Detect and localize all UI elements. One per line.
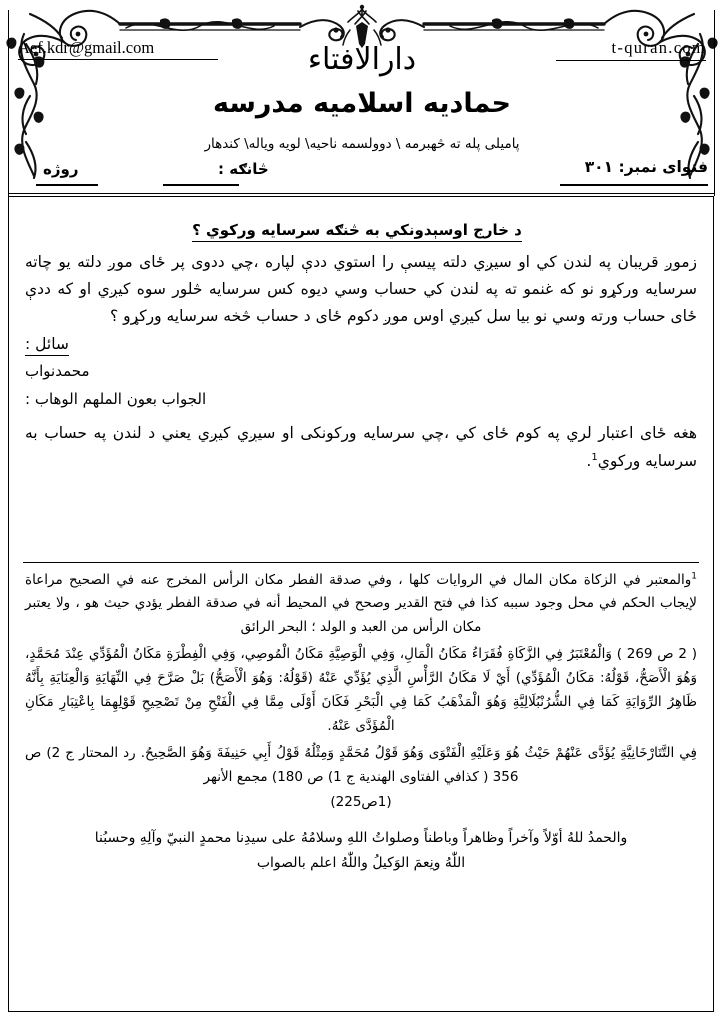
- footnote-source-1: رد المحتار ج 2) ص 356: [25, 744, 519, 785]
- footnote-reference: 1: [591, 452, 598, 464]
- document-meta-row: [8, 158, 714, 192]
- question-text: زموږ قريبان په لندن کي او سيږي دلته پيسې را استوي ددې لپاره ،چي ددوى پر ځاى موږ دلته يو چاته سرسايه ورکړو نو که غنمو ته په لندن کي حساب وسي ديوه کس سرسايه څلور سوه کيږي او که ددې ځاى حساب ورته وسي نو بيا سل کيږي اوس موږ دکوم ځاى د حساب څخه سرسايه ورکړو ؟: [25, 253, 697, 326]
- footnote-separator: [23, 562, 699, 563]
- answer-text-main: هغه ځاى اعتبار لري په کوم ځاى کي ،چي سرسايه ورکونکى او سيږي کيږي يعني د لندن په حساب به سرسايه ورکوي: [25, 424, 697, 471]
- footnote-paragraph-2-text: وَالْمُعْتَبَرُ فِي الزَّكَاةِ فُقَرَاءُ مَكَانُ الْمَالِ، وَفِي الْوَصِيَّةِ مَكَانُ الْمُوصِي، وَفِي الْفِطْرَةِ مَكَانُ الْمُؤَدِّي عِنْدَ مُحَمَّدٍ، وَهُوَ الْأَصَحُّ، قَوْلُهُ: مَكَانُ الْمُؤَدِّي) أَيْ لَا مَكَانُ الرَّأْسِ الَّذِي يُؤَدِّي عَنْهُ (قَوْلُهُ: وَهُوَ الْأَصَحُّ) بَلْ صَرَّحَ فِي النِّهَايَةِ وَالْعِنَايَةِ بِأَنَّهُ ظَاهِرُ الرِّوَايَةِ كَمَا فِي الشُّرُنْبُلَالِيَّةِ وَهُوَ الْمَذْهَبُ كَمَا فِي الْبَحْرِ فَكَانَ أَوْلَى مِمَّا فِي الْفَتْحِ مِنْ تَصْحِيحِ قَوْلِهِمَا بِاعْتِبَارِ مَكَانِ الْمُؤَدَّى عَنْهُ.: [25, 645, 697, 734]
- document-body: [8, 196, 714, 1012]
- answer-text-end: .: [586, 452, 592, 471]
- asker-name: محمدنواب: [25, 362, 90, 381]
- branch-label: څانګه :: [218, 160, 269, 178]
- closing-doxology-line-2: اللّٰهُ ونِعمَ الوَكيلُ واللّٰهُ اعلم بالصواب: [256, 854, 466, 871]
- day-label: روژه: [43, 160, 79, 178]
- fatwa-number: فتوای نمبر: ۳۰۱: [584, 158, 708, 176]
- institution-name: حمادیه اسلامیه مدرسه: [212, 88, 512, 119]
- footnote-paragraph-1: [25, 569, 697, 639]
- footnote-paragraph-3: [25, 741, 697, 789]
- branch-rule: [163, 184, 239, 186]
- closing-doxology-line-1: والحمدُ للهُ أوّلاً وآخراً وظاهراً وباطناً وصلواتُ اللهِ وسلامُهُ على سيدِنا محمدٍ النبيّ وآلِهِ وحسبُنا: [94, 830, 628, 847]
- institution-address: پاميلى پله ته څهبرمه \ دوولسمه ناحيه\ لويه وياله\ كندهار: [204, 136, 520, 152]
- asker-label-row: [25, 334, 697, 356]
- email-text: Aef.kdr@gmail.com: [18, 38, 155, 57]
- day-rule: [36, 184, 98, 186]
- page-title: دارالافتاء: [307, 42, 417, 77]
- footnote-marker: 1: [691, 571, 697, 582]
- footnote-source-2: ( کذافي الفتاوى الهندية ج 1) ص 180) مجمع الأنهر: [203, 768, 489, 785]
- footnote-source-3: (1ص225): [330, 793, 392, 810]
- question-heading: [23, 221, 691, 239]
- website-text: t-quran.com: [611, 38, 706, 57]
- answer-heading: الجواب بعون الملهم الوهاب :: [25, 390, 207, 409]
- footnote-citation-1: ( 2 ص 269 ): [616, 645, 697, 662]
- footnote-paragraph-1-text: والمعتبر في الزکاة مکان المال في الروايات کلها ، وفي صدقة الفطر مکان الرأس المخرج عنه في الصحيح مراعاة لإيجاب الحکم في محل وجود سببه کذا في فتح القدير وصحح في المحيط أنه في صدقة الفطر يؤدي حيث هو ، ولا يعتبر مکان الرأس من العبد و الولد ؛ البحر الرائق: [25, 572, 697, 635]
- asker-label: سائل :: [25, 335, 69, 356]
- footnote-paragraph-3-text: فِي التَّتَارْخَانِيَّةِ يُؤَدَّى عَنْهُمْ حَيْثُ هُوَ وَعَلَيْهِ الْفَتْوَى وَهُوَ قَوْلُ مُحَمَّدٍ وَمِثْلُهُ قَوْلُ أَبِي حَنِيفَةَ وَهُوَ الصَّحِيحُ.: [140, 744, 697, 761]
- fatwa-number-rule: [560, 184, 708, 186]
- header-bottom-rule: [8, 193, 714, 194]
- footnote-paragraph-2: [25, 642, 697, 738]
- question-heading-text: د خارج اوسېدونکي به څنګه سرسايه ورکوي ؟: [192, 221, 522, 242]
- answer-text: [25, 420, 697, 476]
